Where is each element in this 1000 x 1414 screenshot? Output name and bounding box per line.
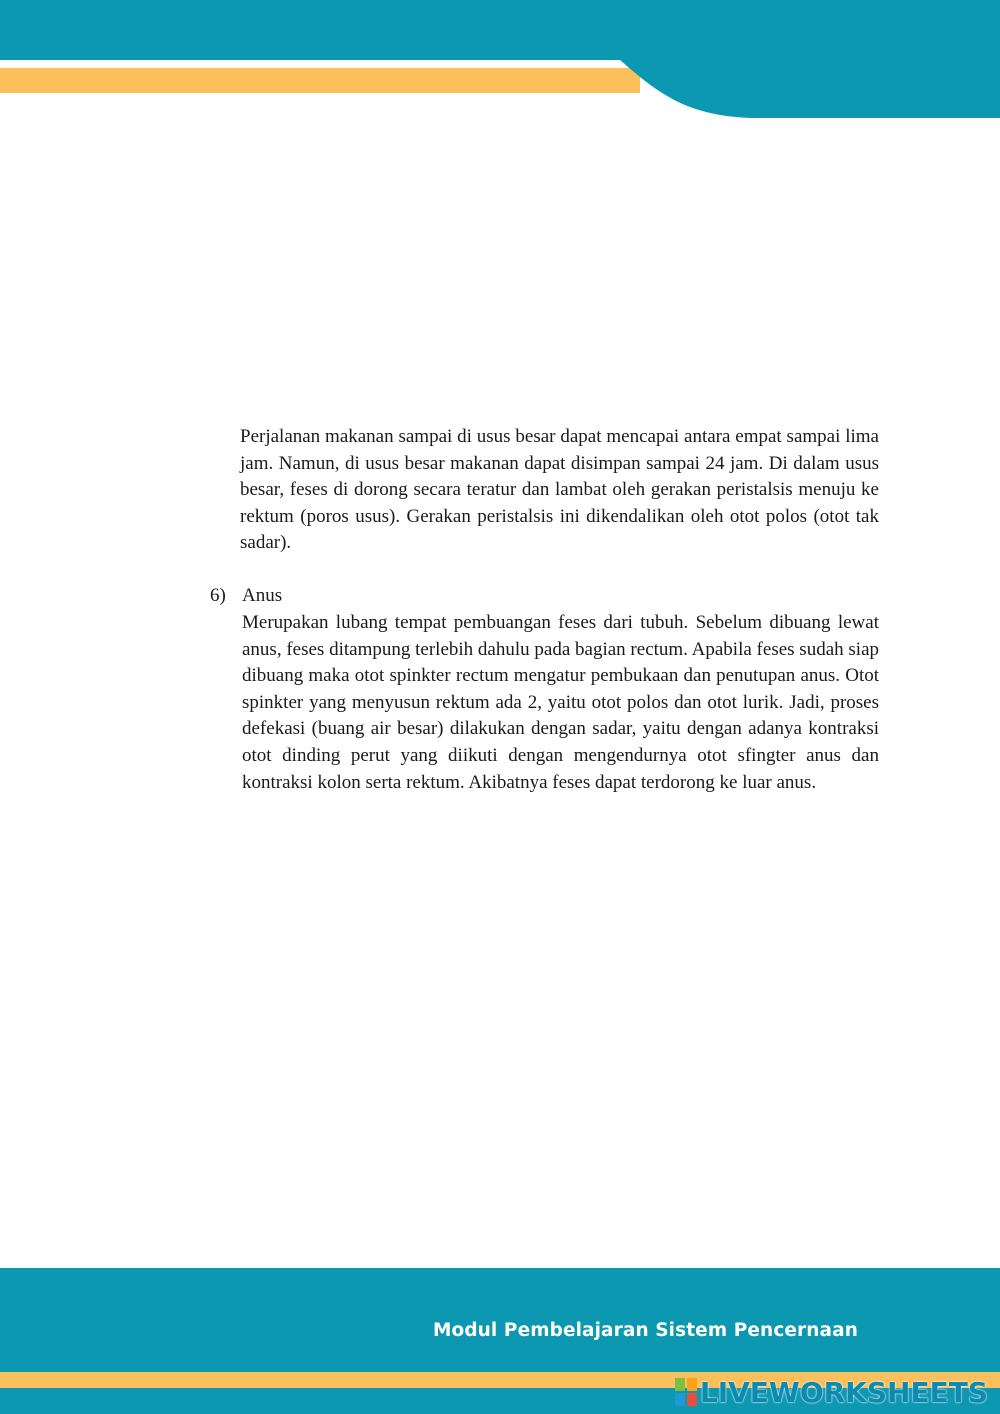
footer-title: Modul Pembelajaran Sistem Pencernaan	[433, 1320, 858, 1341]
item-number: 6)	[210, 585, 226, 606]
item-description: Merupakan lubang tempat pembuangan feses dari tubuh. Sebelum dibuang lewat anus, feses ditampung terlebih dahulu pada bagian rectum. Apabila feses sudah siap dibuang maka otot spinkter rectum mengatur pembukaan dan penutupan anus. Otot spinkter yang menyusun rektum ada 2, yaitu otot polos dan otot lurik. Jadi, proses defekasi (buang air besar) dilakukan dengan sadar, yaitu dengan adanya kontraksi otot dinding perut yang diikuti dengan mengendurnya otot sfingter anus dan kontraksi kolon serta rektum. Akibatnya feses dapat terdorong ke luar anus.	[242, 612, 879, 793]
item-title: Anus	[242, 585, 283, 606]
liveworksheets-brand[interactable]	[675, 1373, 988, 1411]
brand-name: LIVEWORKSHEETS	[699, 1375, 988, 1409]
liveworksheets-logo-icon	[675, 1377, 697, 1407]
intro-paragraph: Perjalanan makanan sampai di usus besar dapat mencapai antara empat sampai lima jam. Namun, di usus besar makanan dapat disimpan sampai 24 jam. Di dalam usus besar, feses di dorong secara teratur dan lambat oleh gerakan peristalsis menuju ke rektum (poros usus). Gerakan peristalsis ini dikendalikan oleh otot polos (otot tak sadar).	[240, 426, 879, 554]
header-decoration	[0, 0, 1000, 120]
